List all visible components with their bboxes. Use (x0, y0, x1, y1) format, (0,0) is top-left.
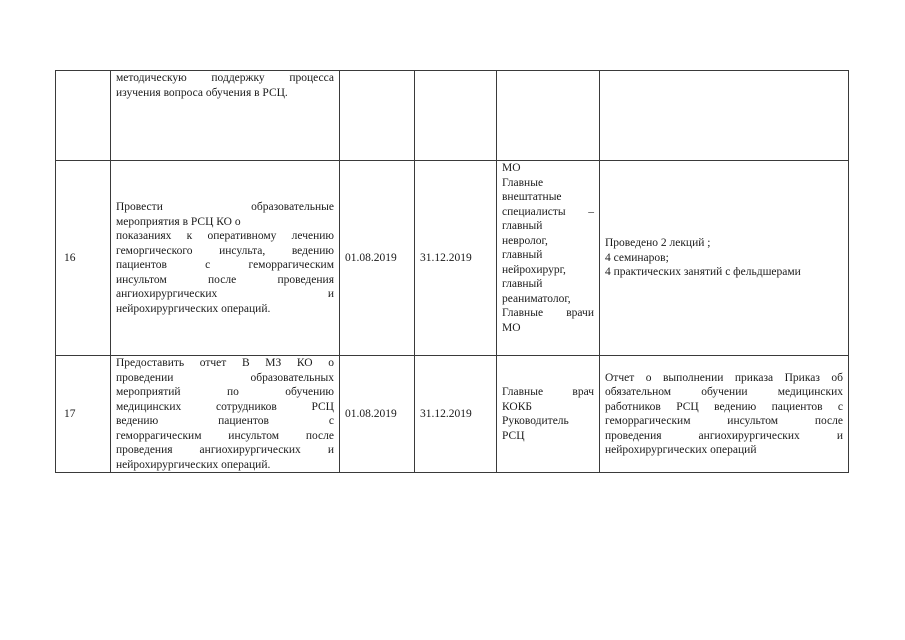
task-line: инсультом после проведения (116, 273, 334, 286)
task-line: мероприятия в РСЦ КО о (116, 215, 241, 228)
result-line: геморрагическим инсультом после (605, 415, 843, 427)
task-line: показаниях к оперативному лечению (116, 230, 334, 242)
task-line: ангиохирургических и (116, 288, 334, 300)
responsible-line: главный (502, 278, 543, 290)
task-line: проведении образовательных (116, 371, 334, 384)
responsible-line: реаниматолог, (502, 292, 571, 305)
start-date: 01.08.2019 (340, 161, 415, 356)
responsible-line: специалисты – (502, 205, 594, 218)
result-line: нейрохирургических операций (605, 444, 757, 456)
start-date (340, 71, 415, 161)
responsible-line: Главные (502, 176, 544, 189)
task-cell (111, 356, 340, 473)
table-row (56, 161, 849, 356)
plan-table (55, 70, 849, 473)
task-line: проведения ангиохирургических и (116, 444, 334, 456)
task-line: Провести образовательные (116, 201, 334, 213)
responsible-line: невролог, (502, 234, 548, 247)
task-line: Предоставить отчет В МЗ КО о (116, 357, 334, 369)
row-number: 16 (56, 161, 111, 356)
responsible-line: МО (502, 321, 521, 334)
table-row (56, 71, 849, 161)
responsible-cell (497, 356, 600, 473)
result-line: Проведено 2 лекций ; (605, 237, 711, 250)
task-line: нейрохирургических операций. (116, 302, 271, 315)
responsible-cell (497, 161, 600, 356)
table-row (56, 356, 849, 473)
task-line: мероприятий по обучению (116, 386, 334, 398)
row-number: 17 (56, 356, 111, 473)
task-line: геморгического инсульта, ведению (116, 244, 334, 257)
responsible-line: главный (502, 249, 543, 261)
task-line: медицинских сотрудников РСЦ (116, 400, 334, 413)
row-number (56, 71, 111, 161)
task-line: ведению пациентов с (116, 415, 334, 427)
task-line: методическую поддержку процесса (116, 72, 334, 84)
end-date: 31.12.2019 (415, 356, 497, 473)
task-line: пациентов с геморрагическим (116, 259, 334, 271)
result-line: 4 семинаров; (605, 251, 669, 264)
task-cell (111, 161, 340, 356)
responsible-line: Руководитель (502, 415, 569, 427)
task-line: геморрагическим инсультом после (116, 429, 334, 442)
result-line: обязательном обучении медицинских (605, 386, 843, 398)
result-cell (600, 71, 849, 161)
task-line: изучения вопроса обучения в РСЦ. (116, 86, 288, 99)
responsible-line: Главные врач (502, 386, 594, 398)
result-line: Отчет о выполнении приказа Приказ об (605, 371, 843, 384)
responsible-line: МО (502, 162, 521, 174)
responsible-line: внештатные (502, 191, 562, 203)
responsible-cell (497, 71, 600, 161)
responsible-line: главный (502, 220, 543, 232)
result-cell (600, 161, 849, 356)
result-line: 4 практических занятий с фельдшерами (605, 266, 801, 279)
result-line: работников РСЦ ведению пациентов с (605, 400, 843, 413)
task-cell (111, 71, 340, 161)
result-line: проведения ангиохирургических и (605, 429, 843, 442)
result-cell (600, 356, 849, 473)
start-date: 01.08.2019 (340, 356, 415, 473)
responsible-line: КОКБ (502, 400, 532, 413)
task-line: нейрохирургических операций. (116, 458, 271, 471)
responsible-line: нейрохирург, (502, 263, 566, 276)
responsible-line: Главные врачи (502, 307, 594, 319)
end-date (415, 71, 497, 161)
responsible-line: РСЦ (502, 429, 525, 442)
end-date: 31.12.2019 (415, 161, 497, 356)
